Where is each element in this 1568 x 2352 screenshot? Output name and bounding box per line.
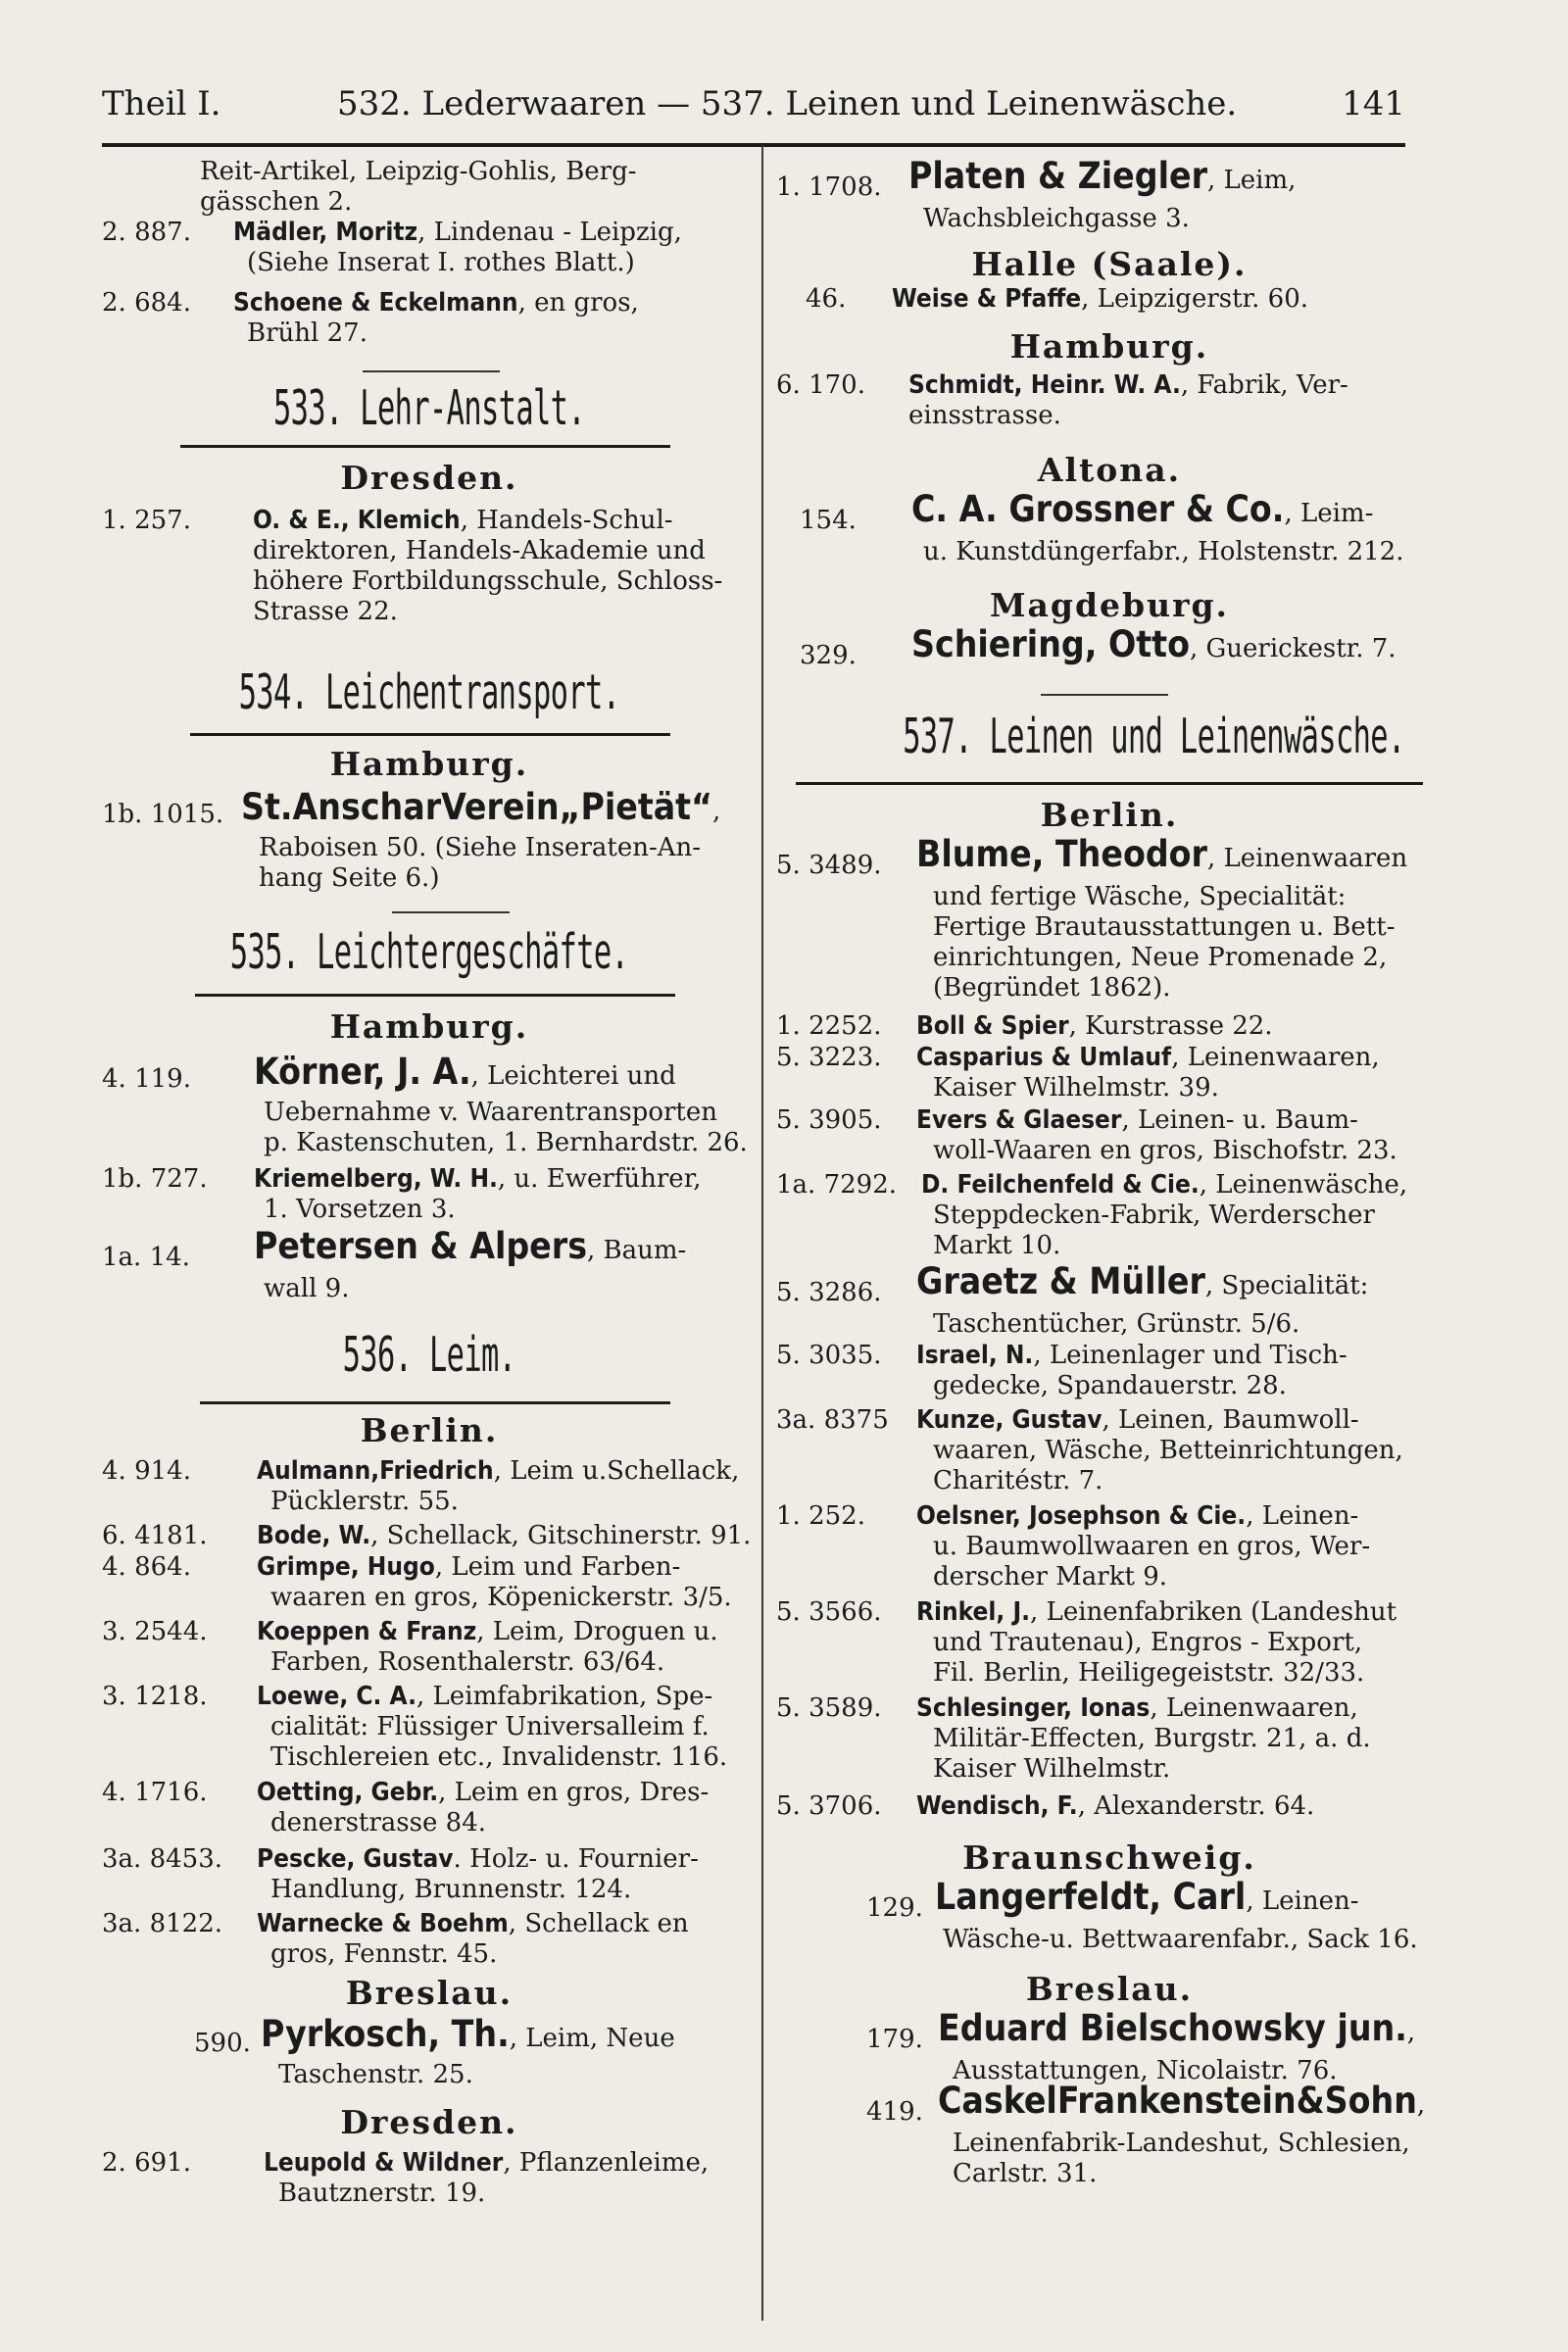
entry-name: Kriemelberg, W. H. <box>254 1164 498 1194</box>
entry-name: St.AnscharVerein„Pietät“ <box>241 786 712 828</box>
entry-name: Evers & Glaeser <box>916 1105 1122 1135</box>
running-header <box>102 84 1405 147</box>
section-rule <box>195 994 675 997</box>
city-heading-hamburg: Hamburg. <box>1009 327 1209 366</box>
separator <box>392 911 510 913</box>
entry-name: Oetting, Gebr. <box>257 1778 439 1807</box>
city-heading-braunschweig: Braunschweig. <box>962 1838 1256 1877</box>
city-heading-altona: Altona. <box>1037 451 1182 489</box>
city-heading-berlin: Berlin. <box>1040 796 1179 834</box>
section-rule <box>180 445 670 448</box>
section-heading-533: 533. Lehr-Anstalt. <box>272 380 586 436</box>
entry-name: Körner, J. A. <box>254 1051 471 1093</box>
separator <box>1041 694 1168 696</box>
entry-name: Schoene & Eckelmann <box>233 288 518 318</box>
section-heading-534: 534. Leichentransport. <box>238 664 620 720</box>
entry-name: Aulmann,Friedrich <box>257 1456 494 1486</box>
directory-page: Theil I. 532. Lederwaaren — 537. Leinen und Leinenwäsche. 141 Reit-Artikel, Leipzig-Gohlis, Berg- gässchen 2. 2. 887. Mädler, Moritz, Lindenau - Leipzig, (Siehe Inserat I. rothes Blatt.) 2. 684. Schoene & Eckelmann, en gros, Brühl 27. 533. Lehr-Anstalt. Dresden. 1. 257. O. & E., Klemich, Handels-Schul- direktoren, Handels-Akademie und höhere Fortbildungsschule, Schloss- Strasse 22. 534. Leichentransport. Hamburg. 1b. 1015. St.AnscharVerein„Pietät“, Raboisen 50. (Siehe Inseraten-An- hang Seite 6.) 535. Leichtergeschäfte. Hamburg. 4. 119. Körner, J. A., Leichterei und Uebernahme v. Waarentransporten p. Kastenschuten, 1. Bernhardstr. 26. 1b. 727. Kriemelberg, W. H., u. Ewerführer, 1. Vorsetzen 3. 1a. 14. Petersen & Alpers, Baum- wall 9. 536. Leim. Berlin. 4. 914. Aulmann,Friedrich, Leim u.Schellack, Pücklerstr. 55. 6. 4181. Bode, W., Schellack, Gitschinerstr. 91. 4. 864. Grimpe, Hugo, Leim und Farben- waaren en gros, Köpenickerstr. 3/5. 3. 2544. Koeppen & Franz, Leim, Droguen u. Farben, Rosenthalerstr. 63/64. 3. 1218. Loewe, C. A., Leimfabrikation, Spe- cialität: Flüssiger Universalleim f. Tischlereien etc., Invalidenstr. 116. 4. 1716. Oetting, Gebr., Leim en gros, Dres- denerstrasse 84. 3a. 8453. Pescke, Gustav. Holz- u. Fournier- Handlung, Brunnenstr. 124. 3a. 8122. Warnecke & Boehm, Schellack en gros, Fennstr. 45. Breslau. 590. Pyrkosch, Th., Leim, Neue Taschenstr. 25. Dresden. 2. 691. Leupold & Wildner, Pflanzenleime, Bautznerstr. 19. 1. 1708. Platen & Ziegler, Leim, Wachsbleichgasse 3. Halle (Saale). 46. Weise & Pfaffe, Leipzigerstr. 60. Hamburg. 6. 170. Schmidt, Heinr. W. A., Fabrik, Ver- einsstrasse. Altona. 154. C. A. Grossner & Co., Leim- u. Kunstdüngerfabr., Holstenstr. 212. Magdeburg. 329. Schiering, Otto, Guerickestr. 7. 537. Leinen und Leinenwäsche. Berlin. 5. 3489. Blume, Theodor, Leinenwaaren und fertige Wäsche, Specialität: Fertige Brautausstattungen u. Bett- einrichtungen, Neue Promenade 2, (Begründet 1862). 1. 2252. Boll & Spier, Kurstrasse 22. 5. 3223. Casparius & Umlauf, Leinenwaaren, Kaiser Wilhelmstr. 39. 5. 3905. Evers & Glaeser, Leinen- u. Baum- woll-Waaren en gros, Bischofstr. 23. 1a. 7292. D. Feilchenfeld & Cie., Leinenwäsche, Steppdecken-Fabrik, Werderscher Markt 10. 5. 3286. Graetz & Müller, Specialität: Taschentücher, Grünstr. 5/6. 5. 3035. Israel, N., Leinenlager und Tisch- gedecke, Spandauerstr. 28. 3a. 8375 Kunze, Gustav, Leinen, Baumwoll- waaren, Wäsche, Betteinrichtungen, Charitéstr. 7. 1. 252. Oelsner, Josephson & Cie., Leinen- u. Baumwollwaaren en gros, Wer- derscher Markt 9. 5. 3566. Rinkel, J., Leinenfabriken (Landeshut und Trautenau), Engros - Export, Fil. Berlin, Heiligegeiststr. 32/33. 5. 3589. Schlesinger, Ionas, Leinenwaaren, Militär-Effecten, Burgstr. 21, a. d. Kaiser Wilhelmstr. 5. 3706. Wendisch, F., Alexanderstr. 64. Braunschweig. 129. Langerfeldt, Carl, Leinen- Wäsche-u. Bettwaarenfabr., Sack 16. Breslau. 179. Eduard Bielschowsky jun., Ausstattungen, Nicolaistr. 76. 419. CaskelFrankenstein&Sohn, Leinenfabrik-Landeshut, Schlesien, Carlstr. 31. <box>0 0 1568 2352</box>
entry-name: Grimpe, Hugo <box>257 1552 435 1582</box>
city-heading-breslau: Breslau. <box>345 1974 514 2012</box>
entry-name: Platen & Ziegler <box>908 155 1207 197</box>
entry-name: Loewe, C. A. <box>257 1682 417 1711</box>
section-heading-535: 535. Leichtergeschäfte. <box>229 924 629 980</box>
entry-name: C. A. Grossner & Co. <box>911 488 1285 530</box>
entry-name: Pescke, Gustav <box>257 1844 454 1874</box>
city-heading-magdeburg: Magdeburg. <box>989 586 1230 624</box>
entry-name: O. & E., Klemich <box>253 506 461 535</box>
entry-name: Eduard Bielschowsky jun. <box>938 2007 1407 2049</box>
entry-name: Koeppen & Franz <box>257 1617 477 1646</box>
entry-name: Oelsner, Josephson & Cie. <box>916 1501 1247 1531</box>
entry-name: Mädler, Moritz <box>233 218 418 247</box>
entry-name: Schlesinger, Ionas <box>916 1693 1151 1723</box>
entry-name: Israel, N. <box>916 1341 1034 1370</box>
page-number: 141 <box>1342 84 1405 123</box>
entry-name: Casparius & Umlauf <box>916 1043 1172 1072</box>
entry-name: Wendisch, F. <box>916 1791 1078 1821</box>
section-heading-537: 537. Leinen und Leinenwäsche. <box>903 709 1405 764</box>
city-heading-berlin: Berlin. <box>360 1411 499 1449</box>
entry-name: D. Feilchenfeld & Cie. <box>921 1170 1200 1200</box>
entry-name: Blume, Theodor <box>916 833 1207 875</box>
section-rule <box>200 1401 670 1404</box>
entry-name: Kunze, Gustav <box>916 1405 1102 1435</box>
city-heading-hamburg: Hamburg. <box>329 1007 529 1046</box>
city-heading-dresden: Dresden. <box>340 2103 518 2141</box>
entry-name: Rinkel, J. <box>916 1597 1031 1627</box>
section-range-title: 532. Lederwaaren — 537. Leinen und Leinenwäsche. <box>337 84 1238 123</box>
entry-name: Langerfeldt, Carl <box>935 1876 1247 1918</box>
city-heading-breslau: Breslau. <box>1025 1970 1194 2008</box>
entry-name: Pyrkosch, Th. <box>261 2013 510 2055</box>
entry-name: Petersen & Alpers <box>254 1225 588 1267</box>
city-heading-halle: Halle (Saale). <box>971 245 1248 283</box>
column-divider <box>761 145 763 2321</box>
part-label: Theil I. <box>102 84 221 123</box>
entry-name: Boll & Spier <box>916 1011 1069 1041</box>
entry-name: Bode, W. <box>257 1521 371 1550</box>
section-rule <box>796 782 1423 785</box>
city-heading-hamburg: Hamburg. <box>329 745 529 783</box>
entry-name: CaskelFrankenstein&Sohn <box>938 2080 1417 2122</box>
city-heading-dresden: Dresden. <box>340 459 518 497</box>
separator <box>363 370 500 372</box>
section-heading-536: 536. Leim. <box>342 1327 516 1383</box>
entry-name: Schmidt, Heinr. W. A. <box>908 370 1181 400</box>
entry-name: Weise & Pfaffe <box>892 284 1082 314</box>
section-rule <box>190 733 670 736</box>
entry-name: Leupold & Wildner <box>264 2148 504 2178</box>
entry-name: Graetz & Müller <box>916 1260 1205 1302</box>
entry-name: Warnecke & Boehm <box>257 1909 509 1938</box>
entry-name: Schiering, Otto <box>911 623 1190 665</box>
